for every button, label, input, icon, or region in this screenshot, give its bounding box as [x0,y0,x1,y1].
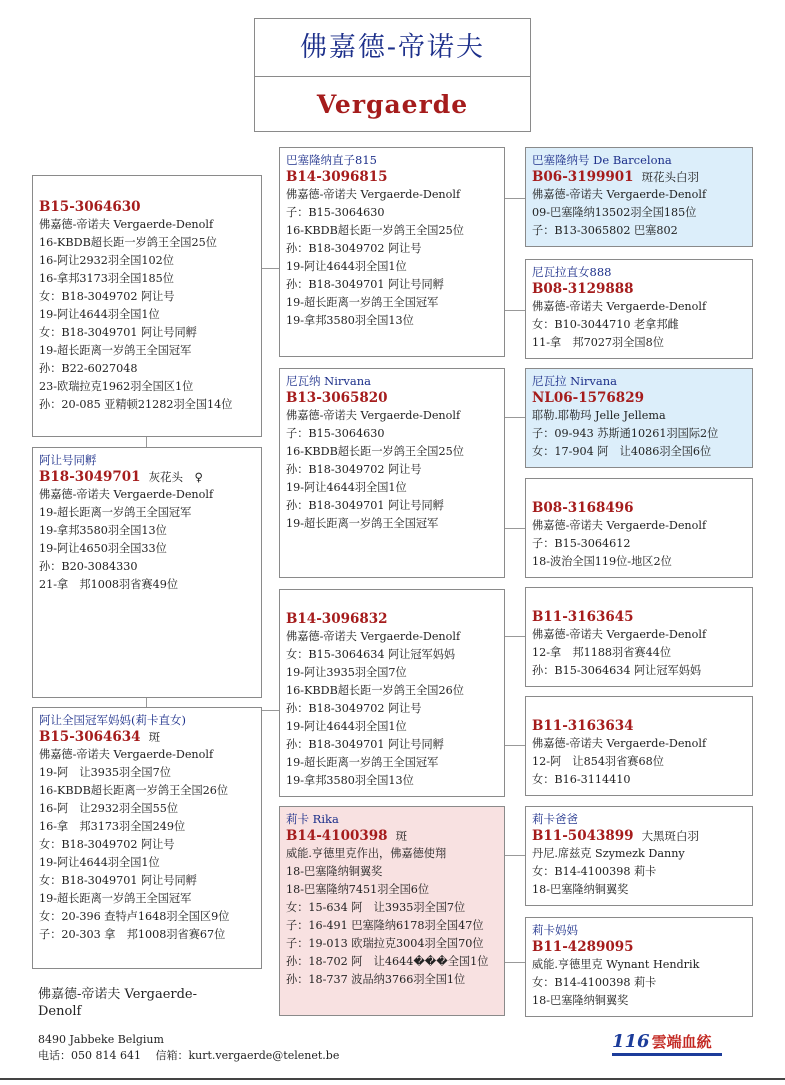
record-line: 女：15-634 阿 让3935羽全国7位 [286,901,466,914]
record-line: 子：B15-3064630 [286,427,385,440]
record-line: 18-巴塞隆纳铜翼奖 [532,883,629,896]
breeder-phone-email: 电话：050 814 641 信箱：kurt.vergaerde@telenet.be [38,1049,340,1062]
connector-line [505,855,525,856]
record-line: 佛嘉德-帝诺夫 Vergaerde-Denolf [532,188,707,201]
pedigree-dds-card [525,806,753,906]
record-line: 佛嘉德-帝诺夫 Vergaerde-Denolf [39,218,214,231]
record-line: 孙：B15-3064634 阿让冠军妈妈 [532,664,702,677]
record-line: 19-超长距离一岁鸽王全国冠军 [39,506,192,519]
ring-number: B15-3064634 [39,729,141,745]
cloud-pedigree-logo [612,1031,712,1052]
record-line: 孙：B18-3049702 阿让号 [286,702,422,715]
record-line: 佛嘉德-帝诺夫 Vergaerde-Denolf [39,748,214,761]
record-line: 16-阿 让2932羽全国55位 [39,802,179,815]
record-line: 21-拿 邦1008羽省赛49位 [39,578,179,591]
record-line: 19-超长距离一岁鸽王全国冠军 [286,517,439,530]
record-line: 12-阿 让854羽省赛68位 [532,755,664,768]
pigeon-name: 莉卡 Rika [286,812,339,826]
pigeon-name: 尼瓦拉 Nirvana [532,374,618,388]
record-line: 19-阿让4644羽全国1位 [39,856,160,869]
record-line: 女：B18-3049701 阿让号同孵 [39,326,197,339]
pedigree-sds-card [525,368,753,468]
record-line: 威能.亨德里克 Wynant Hendrik [532,958,700,971]
record-line: 19-超长距离一岁鸽王全国冠军 [39,344,192,357]
record-line: 佛嘉德-帝诺夫 Vergaerde-Denolf [532,737,707,750]
connector-line [146,437,147,447]
record-line: 耶勒.耶勒玛 Jelle Jellema [532,409,666,422]
bottom-divider [0,1078,785,1080]
record-line: 子：20-303 拿 邦1008羽省赛67位 [39,928,226,941]
record-line: 女：20-396 查特卢1648羽全国区9位 [39,910,230,923]
pigeon-name: 莉卡妈妈 [532,923,578,937]
record-line: 19-阿让4644羽全国1位 [286,481,407,494]
ring-number: B08-3168496 [532,500,634,516]
record-line: 16-KBDB超长距一岁鸽王全国26位 [286,684,464,697]
pigeon-name: 阿让号同孵 [39,453,97,467]
record-line: 女：B15-3064634 阿让冠军妈妈 [286,648,456,661]
record-line: 佛嘉德-帝诺夫 Vergaerde-Denolf [286,409,461,422]
record-line: 11-拿 邦7027羽全国8位 [532,336,664,349]
record-line: 19-阿让4644羽全国1位 [286,720,407,733]
ring-number: B15-3064630 [39,199,141,215]
ring-number: B14-4100398 [286,828,388,844]
record-line: 子：B15-3064612 [532,537,631,550]
record-line: 孙：B18-3049702 阿让号 [286,463,422,476]
color-description: 大黑斑白羽 [641,829,700,843]
record-line: 孙：B18-3049701 阿让号同孵 [286,499,444,512]
connector-line [261,710,280,711]
connector-line [505,310,525,311]
record-line: 佛嘉德-帝诺夫 Vergaerde-Denolf [39,488,214,501]
record-line: 子：19-013 欧瑞拉克3004羽全国70位 [286,937,484,950]
connector-line [505,528,525,529]
pedigree-dam-card [32,707,262,969]
ring-number: B11-3163645 [532,609,634,625]
record-line: 16-KBDB超长距一岁鸽王全国25位 [286,224,464,237]
record-line: 16-KBDB超长距一岁鸽王全国25位 [39,236,217,249]
record-line: 子：16-491 巴塞隆纳6178羽全国47位 [286,919,484,932]
record-line: 19-拿邦3580羽全国13位 [286,774,414,787]
record-line: 16-KBDB超长距一岁鸽王全国25位 [286,445,464,458]
ring-number: B18-3049701 [39,469,141,485]
pedigree-sire-card [32,447,262,698]
ring-line [39,728,255,746]
ring-number: B14-3096815 [286,169,388,185]
record-line: 19-拿邦3580羽全国13位 [286,314,414,327]
record-line: 女：17-904 阿 让4086羽全国6位 [532,445,712,458]
pigeon-name: 巴塞隆纳直子815 [286,153,377,167]
color-description: 斑花头白羽 [641,170,700,184]
record-line: 孙：B18-3049701 阿让号同孵 [286,738,444,751]
record-line: 孙：20-085 亚精顿21282羽全国14位 [39,398,233,411]
pigeon-name: 莉卡爸爸 [532,812,578,826]
record-line: 女：B14-4100398 莉卡 [532,865,657,878]
pedigree-dss-card [525,587,753,687]
ring-number: B06-3199901 [532,169,634,185]
pedigree-dam-dam-card [279,806,505,1016]
color-description: 斑 [148,730,161,744]
pedigree-dam-sire-card [279,589,505,797]
record-line: 19-阿让4644羽全国1位 [286,260,407,273]
record-line: 19-阿让4650羽全国33位 [39,542,167,555]
record-line: 丹尼.席兹克 Szymezk Danny [532,847,685,860]
record-line: 09-巴塞隆纳13502羽全国185位 [532,206,697,219]
record-line: 16-拿 邦3173羽全国249位 [39,820,186,833]
record-line: 19-阿让3935羽全国7位 [286,666,407,679]
ring-number: B11-5043899 [532,828,634,844]
breeder-contact [38,1032,339,1064]
record-line: 佛嘉德-帝诺夫 Vergaerde-Denolf [532,300,707,313]
connector-line [505,417,525,418]
pedigree-ssd-card [525,259,753,359]
pigeon-name: 尼瓦拉直女888 [532,265,612,279]
record-line: 女：B18-3049701 阿让号同孵 [39,874,197,887]
record-line: 16-阿让2932羽全国102位 [39,254,174,267]
record-line: 12-拿 邦1188羽省赛44位 [532,646,672,659]
record-line: 女：B10-3044710 老拿邦雌 [532,318,679,331]
title-chinese: 佛嘉德-帝诺夫 [255,19,530,77]
record-line: 孙：18-737 波品纳3766羽全国1位 [286,973,466,986]
record-line: 女：B16-3114410 [532,773,631,786]
ring-number: B11-3163634 [532,718,634,734]
ring-number: NL06-1576829 [532,390,644,406]
ring-number: B11-4289095 [532,939,634,955]
pedigree-subject-card [32,175,262,437]
record-line: 孙：B18-3049702 阿让号 [286,242,422,255]
record-line: 19-拿邦3580羽全国13位 [39,524,167,537]
ring-number: B14-3096832 [286,611,388,627]
record-line: 女：B14-4100398 莉卡 [532,976,657,989]
record-line: 16-KBDB超长距离一岁鸽王全国26位 [39,784,229,797]
record-line: 16-拿邦3173羽全国185位 [39,272,174,285]
ring-number: B13-3065820 [286,390,388,406]
title-box [254,18,531,132]
record-line: 女：B18-3049702 阿让号 [39,290,175,303]
record-line: 佛嘉德-帝诺夫 Vergaerde-Denolf [532,628,707,641]
connector-line [505,198,525,199]
record-line: 佛嘉德-帝诺夫 Vergaerde-Denolf [286,630,461,643]
title-latin: Vergaerde [316,90,469,119]
pigeon-name: 巴塞隆纳号 De Barcelona [532,153,672,167]
record-line: 19-超长距离一岁鸽王全国冠军 [286,756,439,769]
pigeon-name: 阿让全国冠军妈妈(莉卡直女) [39,713,186,727]
record-line: 19-超长距离一岁鸽王全国冠军 [286,296,439,309]
record-line: 子：B13-3065802 巴塞802 [532,224,678,237]
record-line: 18-波治全国119位-地区2位 [532,555,672,568]
breeder-address: 8490 Jabbeke Belgium [38,1033,164,1046]
color-description: 斑 [395,829,408,843]
ring-line [286,827,498,845]
connector-line [505,636,525,637]
record-line: 子：09-943 苏斯通10261羽国际2位 [532,427,719,440]
logo-text: 雲端血統 [651,1033,712,1051]
record-line: 威能.亨德里克作出，佛嘉德使翔 [286,847,447,860]
record-line: 孙：18-702 阿 让4644���全国1位 [286,955,489,968]
record-line: 19-阿 让3935羽全国7位 [39,766,171,779]
record-line: 18-巴塞隆纳7451羽全国6位 [286,883,430,896]
record-line: 孙：B18-3049701 阿让号同孵 [286,278,444,291]
ring-line [532,168,746,186]
breeder-name: 佛嘉德-帝诺夫 Vergaerde-Denolf [38,987,198,1019]
record-line: 佛嘉德-帝诺夫 Vergaerde-Denolf [286,188,461,201]
ring-line [39,468,255,486]
logo-number: 116 [612,1031,650,1052]
pigeon-name: 尼瓦纳 Nirvana [286,374,372,388]
record-line: 佛嘉德-帝诺夫 Vergaerde-Denolf [532,519,707,532]
connector-line [505,962,525,963]
record-line: 孙：B22-6027048 [39,362,138,375]
record-line: 19-超长距离一岁鸽王全国冠军 [39,892,192,905]
pedigree-dsd-card [525,696,753,796]
record-line: 孙：B20-3084330 [39,560,138,573]
connector-line [505,745,525,746]
connector-line [261,268,280,269]
record-line: 18-巴塞隆纳铜翼奖 [286,865,383,878]
record-line: 18-巴塞隆纳铜翼奖 [532,994,629,1007]
record-line: 23-欧瑞拉克1962羽全国区1位 [39,380,194,393]
record-line: 女：B18-3049702 阿让号 [39,838,175,851]
ring-line [532,827,746,845]
logo-underline [612,1053,722,1056]
pedigree-ddd-card [525,917,753,1017]
connector-line [146,698,147,707]
pedigree-sdd-card [525,478,753,578]
ring-number: B08-3129888 [532,281,634,297]
pedigree-sire-dam-card [279,368,505,578]
record-line: 19-阿让4644羽全国1位 [39,308,160,321]
record-line: 子：B15-3064630 [286,206,385,219]
color-description: 灰花头 ♀ [148,470,203,484]
pedigree-sss-card [525,147,753,247]
pedigree-sire-sire-card [279,147,505,357]
